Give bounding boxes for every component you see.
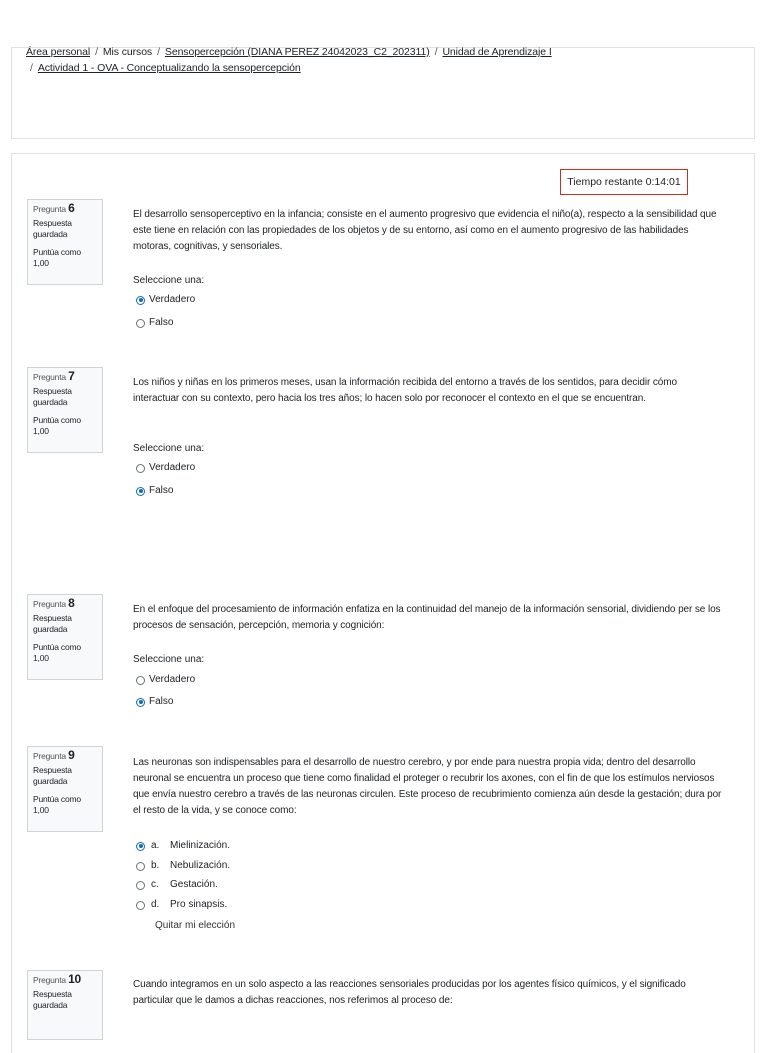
question-number: Pregunta 9 — [33, 748, 75, 762]
question-grade: Puntúa como 1,00 — [33, 415, 81, 436]
question-state: Respuesta guardada — [33, 386, 72, 407]
question-grade: Puntúa como 1,00 — [33, 794, 81, 815]
radio-selected[interactable] — [136, 296, 145, 305]
question-number: Pregunta 7 — [33, 369, 75, 383]
breadcrumb-course[interactable]: Sensopercepción (DIANA PEREZ 24042023_C2_202311) — [164, 46, 430, 58]
option-c-q9[interactable]: c. Gestación. — [136, 878, 218, 892]
question-text-9: Las neuronas son indispensables para el desarrollo de nuestro cerebro, y por ende para nuestra propia vida; dentro del desarrollo neuronal se encuentra un proceso que tiene como finalidad el proteger o recubrir los axones, con el fin de que los estímulos nerviosos que envía nuestro cerebro a través de las neuronas circulen. Este proceso de recubrimiento comienza aún desde la gestación; dura por el resto de la vida, y se conoce como: — [133, 757, 722, 816]
breadcrumb-area-personal[interactable]: Área personal — [26, 46, 91, 58]
breadcrumb-mis-cursos: Mis cursos — [102, 46, 153, 58]
question-info-10 — [27, 970, 103, 1040]
breadcrumb-separator: / — [434, 46, 438, 58]
question-text-7: Los niños y niñas en los primeros meses, usan la información recibida del entorno a través de los sentidos, para decidir cómo interactuar con su contexto, pero hacia los tres años; lo hacen solo por reconocer el contexto en el que se encuentran. — [133, 377, 677, 404]
radio[interactable] — [136, 319, 145, 328]
radio[interactable] — [136, 901, 145, 910]
question-text-10: Cuando integramos en un solo aspecto a las reacciones sensoriales producidas por los agentes físico químicos, y el significado particular que le damos a dichas reacciones, nos referimos al proceso de: — [133, 979, 686, 1006]
question-info-8 — [27, 594, 103, 680]
question-state: Respuesta guardada — [33, 218, 72, 239]
option-verdadero-q6[interactable]: Verdadero — [136, 293, 195, 307]
option-falso-q7[interactable]: Falso — [136, 484, 173, 498]
question-info-9 — [27, 746, 103, 832]
question-number: Pregunta 8 — [33, 596, 75, 610]
breadcrumb-unit[interactable]: Unidad de Aprendizaje I — [442, 46, 552, 58]
question-state: Respuesta guardada — [33, 613, 72, 634]
clear-choice-link[interactable]: Quitar mi elección — [155, 920, 236, 931]
breadcrumb-separator: / — [30, 62, 33, 74]
radio[interactable] — [136, 881, 145, 890]
question-state: Respuesta guardada — [33, 765, 72, 786]
radio-selected[interactable] — [136, 487, 145, 496]
question-number: Pregunta 6 — [33, 201, 75, 215]
option-d-q9[interactable]: d. Pro sinapsis. — [136, 898, 227, 912]
option-verdadero-q7[interactable]: Verdadero — [136, 461, 195, 475]
breadcrumb — [26, 44, 736, 76]
radio-selected[interactable] — [136, 842, 145, 851]
question-info-7 — [27, 367, 103, 453]
option-b-q9[interactable]: b. Nebulización. — [136, 859, 230, 873]
radio[interactable] — [136, 464, 145, 473]
question-state: Respuesta guardada — [33, 989, 72, 1010]
question-text-6: El desarrollo sensoperceptivo en la infancia; consiste en el aumento progresivo que evidencia el niño(a), respecto a la sensibilidad que este tiene en relación con las propiedades de los objetos y de su entorno, así como en el aumento progresivo de las habilidades motoras, cognitivas, y sensoriales. — [133, 209, 717, 252]
radio[interactable] — [136, 862, 145, 871]
timer-label: Tiempo restante — [567, 176, 643, 188]
question-text-8: En el enfoque del procesamiento de información enfatiza en la continuidad del manejo de la información sensorial, dividiendo per se los procesos de sensación, percepción, memoria y cognición: — [133, 604, 721, 631]
option-verdadero-q8[interactable]: Verdadero — [136, 673, 195, 687]
question-number: Pregunta 10 — [33, 972, 82, 986]
select-one-prompt: Seleccione una: — [133, 275, 205, 286]
option-a-q9[interactable]: a. Mielinización. — [136, 839, 230, 853]
breadcrumb-separator: / — [157, 46, 160, 58]
select-one-prompt: Seleccione una: — [133, 443, 205, 454]
timer-value: 0:14:01 — [645, 176, 681, 188]
option-falso-q8[interactable]: Falso — [136, 695, 173, 709]
breadcrumb-activity[interactable]: Actividad 1 - OVA - Conceptualizando la sensopercepción — [37, 62, 301, 74]
radio-selected[interactable] — [136, 698, 145, 707]
question-info-6 — [27, 199, 103, 285]
radio[interactable] — [136, 676, 145, 685]
question-grade: Puntúa como 1,00 — [33, 247, 81, 268]
select-one-prompt: Seleccione una: — [133, 654, 205, 665]
question-grade: Puntúa como 1,00 — [33, 642, 81, 663]
time-remaining — [560, 169, 688, 195]
breadcrumb-separator: / — [95, 46, 98, 58]
option-falso-q6[interactable]: Falso — [136, 316, 173, 330]
